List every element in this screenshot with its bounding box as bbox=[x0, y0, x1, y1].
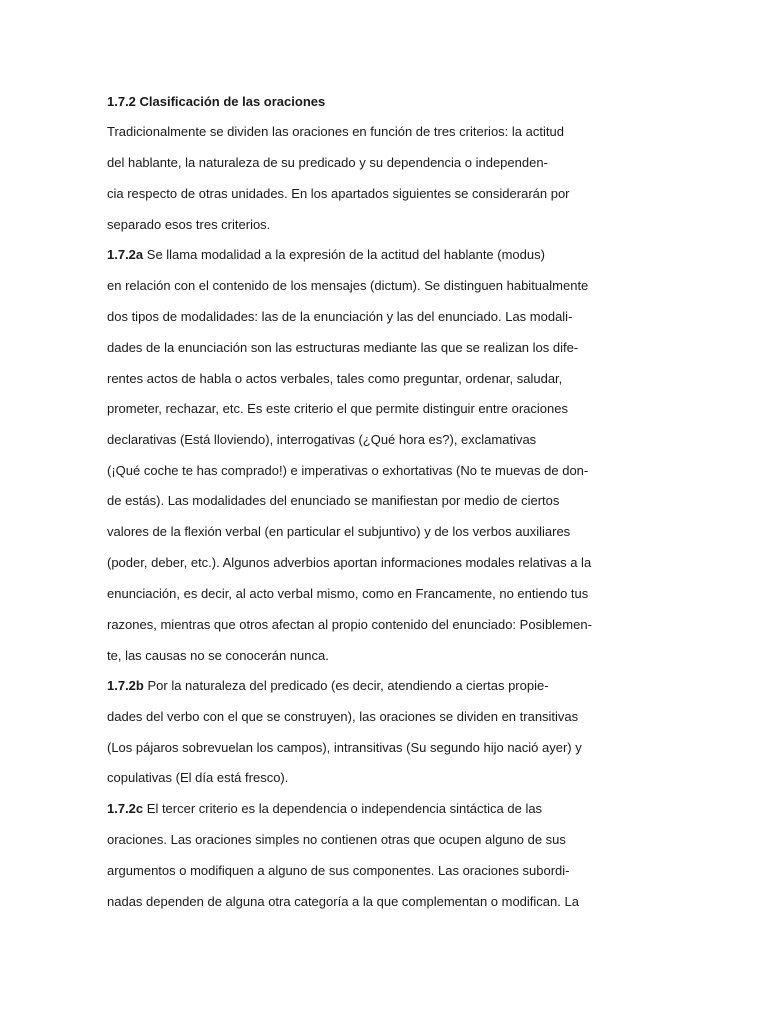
paragraph-c-first-line bbox=[107, 801, 542, 817]
intro-line: separado esos tres criterios. bbox=[107, 217, 271, 232]
paragraph-a-line: de estás). Las modalidades del enunciado se manifiestan por medio de ciertos bbox=[107, 493, 560, 508]
paragraph-a-line: te, las causas no se conocerán nunca. bbox=[107, 648, 329, 663]
paragraph-a-line: valores de la flexión verbal (en particular el subjuntivo) y de los verbos auxiliares bbox=[107, 524, 571, 539]
paragraph-a-line: (¡Qué coche te has comprado!) e imperativas o exhortativas (No te muevas de don- bbox=[107, 463, 589, 478]
paragraph-a-line: prometer, rechazar, etc. Es este criterio el que permite distinguir entre oraciones bbox=[107, 401, 568, 416]
paragraph-a-text: Se llama modalidad a la expresión de la actitud del hablante (modus) bbox=[143, 247, 545, 262]
section-heading: 1.7.2 Clasificación de las oraciones bbox=[107, 94, 326, 109]
paragraph-b-first-line bbox=[107, 678, 549, 694]
paragraph-b-line: dades del verbo con el que se construyen), las oraciones se dividen en transitivas bbox=[107, 709, 579, 724]
paragraph-a-line: rentes actos de habla o actos verbales, tales como preguntar, ordenar, saludar, bbox=[107, 371, 563, 386]
paragraph-a-line: declarativas (Está lloviendo), interrogativas (¿Qué hora es?), exclamativas bbox=[107, 432, 537, 447]
paragraph-b-line: copulativas (El día está fresco). bbox=[107, 770, 289, 785]
paragraph-c-text: El tercer criterio es la dependencia o independencia sintáctica de las bbox=[143, 801, 543, 816]
paragraph-b-text: Por la naturaleza del predicado (es decir, atendiendo a ciertas propie- bbox=[143, 678, 549, 693]
paragraph-a-line: dades de la enunciación son las estructuras mediante las que se realizan los dife- bbox=[107, 340, 579, 355]
paragraph-label-a: 1.7.2a bbox=[107, 247, 144, 262]
paragraph-c-line: argumentos o modifiquen a alguno de sus componentes. Las oraciones subordi- bbox=[107, 863, 570, 878]
intro-line: Tradicionalmente se dividen las oraciones en función de tres criterios: la actitud bbox=[107, 124, 564, 139]
paragraph-a-line: razones, mientras que otros afectan al propio contenido del enunciado: Posiblemen- bbox=[107, 617, 592, 632]
intro-line: cia respecto de otras unidades. En los apartados siguientes se considerarán por bbox=[107, 186, 570, 201]
paragraph-label-b: 1.7.2b bbox=[107, 678, 144, 693]
paragraph-a-line: en relación con el contenido de los mensajes (dictum). Se distinguen habitualmente bbox=[107, 278, 589, 293]
paragraph-b-line: (Los pájaros sobrevuelan los campos), intransitivas (Su segundo hijo nació ayer) y bbox=[107, 740, 582, 755]
paragraph-a-line: (poder, deber, etc.). Algunos adverbios aportan informaciones modales relativas a la bbox=[107, 555, 592, 570]
paragraph-c-line: nadas dependen de alguna otra categoría a la que complementan o modifican. La bbox=[107, 894, 579, 909]
intro-line: del hablante, la naturaleza de su predicado y su dependencia o independen- bbox=[107, 155, 548, 170]
paragraph-c-line: oraciones. Las oraciones simples no contienen otras que ocupen alguno de sus bbox=[107, 832, 566, 847]
paragraph-a-line: enunciación, es decir, al acto verbal mismo, como en Francamente, no entiendo tus bbox=[107, 586, 589, 601]
paragraph-a-first-line bbox=[107, 247, 545, 263]
paragraph-a-line: dos tipos de modalidades: las de la enunciación y las del enunciado. Las modali- bbox=[107, 309, 573, 324]
paragraph-label-c: 1.7.2c bbox=[107, 801, 144, 816]
